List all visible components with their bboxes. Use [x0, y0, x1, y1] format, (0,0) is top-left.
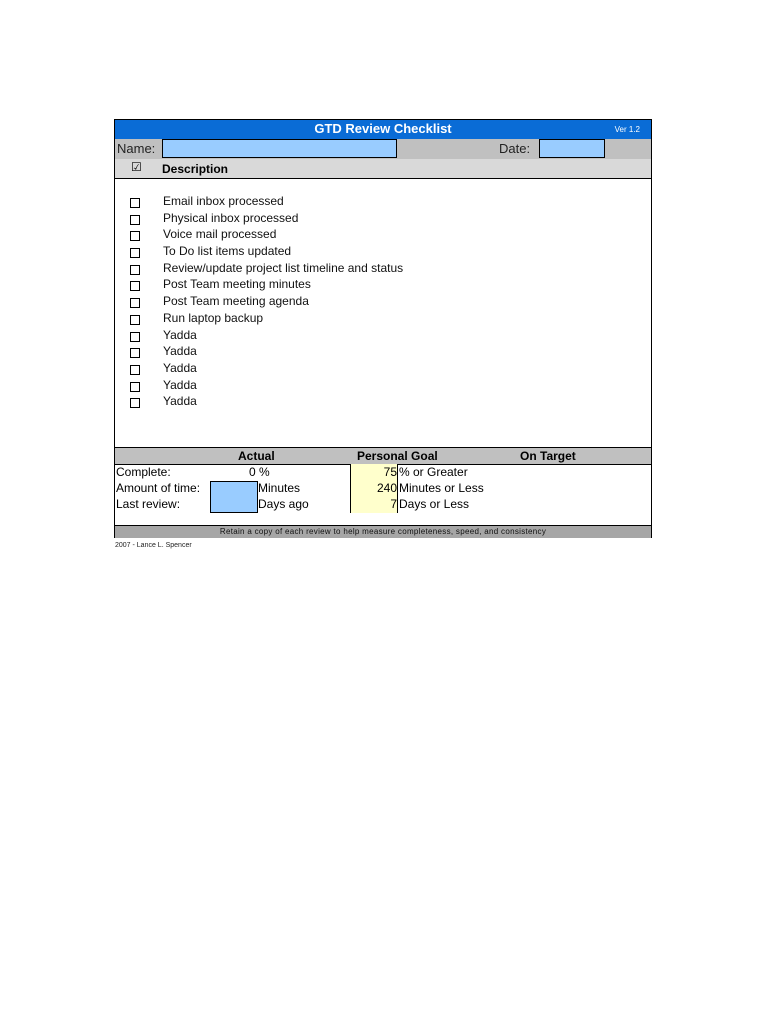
page-title: GTD Review Checklist [314, 121, 452, 136]
checkbox[interactable] [130, 281, 140, 291]
item-label: Yadda [163, 377, 197, 392]
list-item [115, 378, 651, 395]
checkbox[interactable] [130, 382, 140, 392]
time-input-field[interactable] [210, 481, 258, 513]
list-item [115, 277, 651, 294]
item-label: Voice mail processed [163, 227, 277, 242]
last-review-goal-unit: Days or Less [399, 497, 470, 511]
last-review-actual-unit: Days ago [258, 497, 309, 511]
description-header [115, 159, 651, 179]
date-field[interactable] [539, 139, 605, 158]
last-review-label: Last review: [116, 497, 181, 511]
complete-goal-unit: % or Greater [399, 465, 468, 479]
list-item [115, 294, 651, 311]
footer-note: Retain a copy of each review to help measure completeness, speed, and consistency [115, 525, 651, 538]
time-goal-unit: Minutes or Less [399, 481, 484, 495]
actual-header: Actual [238, 449, 275, 463]
date-label: Date: [499, 141, 531, 156]
time-actual-unit: Minutes [258, 481, 301, 495]
time-goal-value[interactable]: 240 [376, 481, 397, 495]
checkbox[interactable] [130, 198, 140, 208]
list-item [115, 211, 651, 228]
checkbox[interactable] [130, 365, 140, 375]
list-item [115, 394, 651, 411]
list-item [115, 361, 651, 378]
checkbox[interactable] [130, 315, 140, 325]
name-label: Name: [117, 141, 156, 156]
title-bar [115, 120, 651, 140]
item-label: Yadda [163, 327, 197, 342]
checkbox[interactable] [130, 348, 140, 358]
complete-label: Complete: [116, 465, 171, 479]
complete-goal-value[interactable]: 75 [383, 465, 397, 479]
checkbox[interactable] [130, 231, 140, 241]
item-label: Run laptop backup [163, 310, 264, 325]
item-label: To Do list items updated [163, 244, 292, 259]
stats-body [115, 464, 651, 525]
list-item [115, 194, 651, 211]
checkbox[interactable] [130, 265, 140, 275]
item-label: Email inbox processed [163, 194, 284, 208]
checkbox[interactable] [130, 248, 140, 258]
time-label: Amount of time: [116, 481, 201, 495]
checkbox[interactable] [130, 398, 140, 408]
list-item [115, 227, 651, 244]
last-review-goal-value[interactable]: 7 [390, 497, 397, 511]
checkbox[interactable] [130, 332, 140, 342]
list-item [115, 328, 651, 345]
item-label: Post Team meeting minutes [163, 277, 311, 292]
checkbox[interactable] [130, 215, 140, 225]
checklist-items [115, 194, 651, 411]
complete-actual-unit: % [259, 465, 270, 479]
checkbox[interactable] [130, 298, 140, 308]
list-item [115, 261, 651, 278]
stats-header-row [115, 447, 651, 465]
personal-goal-header: Personal Goal [357, 449, 438, 463]
item-label: Post Team meeting agenda [163, 294, 309, 309]
list-item [115, 244, 651, 261]
checklist-sheet [114, 119, 652, 538]
complete-actual-value: 0 [249, 465, 256, 479]
item-label: Physical inbox processed [163, 210, 299, 225]
description-label: Description [162, 162, 229, 176]
item-label: Yadda [163, 360, 197, 375]
item-label: Yadda [163, 394, 197, 409]
name-field[interactable] [162, 139, 397, 158]
credit-text: 2007 - Lance L. Spencer [115, 542, 192, 549]
checkbox-checked-icon: ☑ [131, 160, 142, 174]
item-label: Yadda [163, 344, 197, 359]
name-date-row [115, 139, 651, 160]
on-target-header: On Target [520, 449, 576, 463]
version-label: Ver 1.2 [614, 125, 640, 134]
list-item [115, 311, 651, 328]
list-item [115, 344, 651, 361]
item-label: Review/update project list timeline and status [163, 260, 404, 275]
